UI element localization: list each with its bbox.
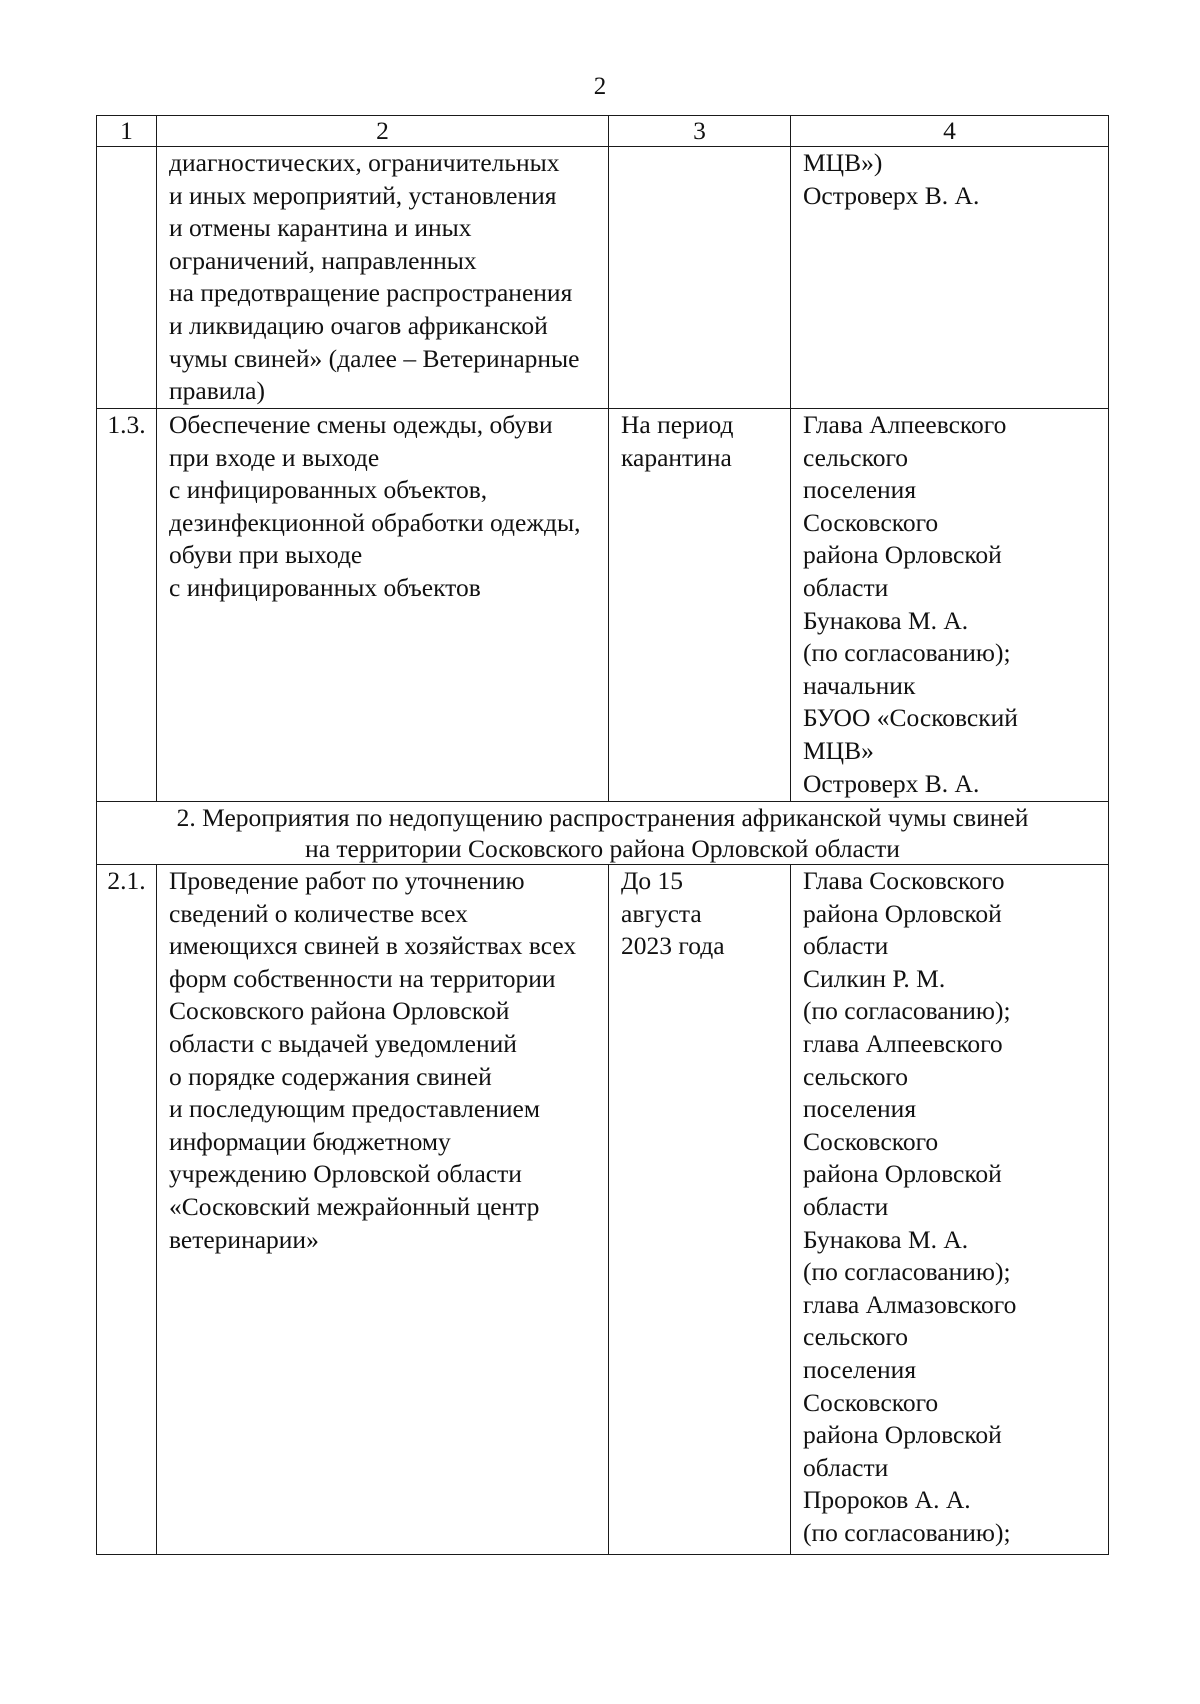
section-heading-line: на территории Сосковского района Орловской области xyxy=(305,834,900,863)
text-line: Глава Алпеевского xyxy=(803,410,1007,439)
text-line: сельского xyxy=(803,1061,909,1091)
text-line: района Орловской xyxy=(803,898,1002,928)
text-line: правила) xyxy=(169,376,265,406)
text-line: о порядке содержания свиней xyxy=(169,1061,492,1091)
text-line: чумы свиней» (далее – Ветеринарные xyxy=(169,343,580,373)
text-line: глава Алпеевского xyxy=(803,1028,1003,1058)
text-line: форм собственности на территории xyxy=(169,963,556,993)
text-line: 2023 года xyxy=(621,931,725,961)
table-header-row xyxy=(97,116,1109,147)
text-line: и последующим предоставлением xyxy=(169,1094,540,1124)
text-line: поселения xyxy=(803,1354,917,1384)
text-line: области xyxy=(803,1191,889,1221)
header-col-3: 3 xyxy=(609,116,791,147)
header-col-1: 1 xyxy=(97,116,157,147)
table-row-2-1 xyxy=(97,865,1109,1555)
text-line: Сосковского xyxy=(803,1126,939,1156)
text-line: Проведение работ по уточнению xyxy=(169,866,525,895)
text-line: (по согласованию); xyxy=(803,996,1011,1026)
text-line: Островерх В. А. xyxy=(803,180,980,210)
section-heading-cell xyxy=(97,802,1109,865)
text-line: и отмены карантина и иных xyxy=(169,213,472,243)
table-row-continuation xyxy=(97,147,1109,409)
deadline-cell xyxy=(609,409,791,802)
deadline-cell xyxy=(609,865,791,1555)
text-line: сельского xyxy=(803,1322,909,1352)
text-line: БУОО «Сосковский xyxy=(803,703,1018,733)
header-col-4: 4 xyxy=(791,116,1109,147)
text-line: района Орловской xyxy=(803,1420,1002,1450)
text-line: с инфицированных объектов, xyxy=(169,475,488,505)
text-line: августа xyxy=(621,898,702,928)
text-line: Островерх В. А. xyxy=(803,768,980,798)
responsible-cell xyxy=(791,147,1109,409)
responsible-cell xyxy=(791,409,1109,802)
text-line: На период xyxy=(621,410,734,439)
text-line: поселения xyxy=(803,475,917,505)
section-heading-row xyxy=(97,802,1109,865)
text-line: МЦВ» xyxy=(803,735,874,765)
text-line: (по согласованию); xyxy=(803,1517,1011,1547)
text-line: Бунакова М. А. xyxy=(803,605,969,635)
text-line: ветеринарии» xyxy=(169,1224,319,1254)
section-heading-line: 2. Мероприятия по недопущению распространения африканской чумы свиней xyxy=(176,803,1029,832)
header-col-2: 2 xyxy=(157,116,609,147)
text-line: учреждению Орловской области xyxy=(169,1159,522,1189)
text-line: (по согласованию); xyxy=(803,638,1011,668)
table-row-1-3 xyxy=(97,409,1109,802)
text-line: информации бюджетному xyxy=(169,1126,451,1156)
text-line: До 15 xyxy=(621,866,684,895)
row-number-cell: 2.1. xyxy=(97,865,157,1555)
text-line: дезинфекционной обработки одежды, xyxy=(169,507,581,537)
text-line: имеющихся свиней в хозяйствах всех xyxy=(169,931,577,961)
text-line: сельского xyxy=(803,442,909,472)
text-line: обуви при выходе xyxy=(169,540,363,570)
text-line: (по согласованию); xyxy=(803,1257,1011,1287)
text-line: и иных мероприятий, установления xyxy=(169,180,557,210)
text-line: Глава Сосковского xyxy=(803,866,1005,895)
measure-description-cell xyxy=(157,865,609,1555)
page-number: 2 xyxy=(593,73,607,100)
row-number-cell xyxy=(97,147,157,409)
text-line: поселения xyxy=(803,1094,917,1124)
text-line: на предотвращение распространения xyxy=(169,278,573,308)
text-line: диагностических, ограничительных xyxy=(169,148,560,177)
text-line: области с выдачей уведомлений xyxy=(169,1028,517,1058)
text-line: области xyxy=(803,931,889,961)
text-line: Сосковского xyxy=(803,507,939,537)
text-line: Силкин Р. М. xyxy=(803,963,946,993)
text-line: Сосковского xyxy=(803,1387,939,1417)
text-line: Бунакова М. А. xyxy=(803,1224,969,1254)
deadline-cell xyxy=(609,147,791,409)
text-line: ограничений, направленных xyxy=(169,245,477,275)
text-line: Сосковского района Орловской xyxy=(169,996,510,1026)
measure-description-cell xyxy=(157,409,609,802)
text-line: МЦВ») xyxy=(803,148,883,177)
text-line: и ликвидацию очагов африканской xyxy=(169,310,548,340)
text-line: Обеспечение смены одежды, обуви xyxy=(169,410,553,439)
text-line: при входе и выходе xyxy=(169,442,380,472)
text-line: карантина xyxy=(621,442,732,472)
row-number-cell: 1.3. xyxy=(97,409,157,802)
text-line: сведений о количестве всех xyxy=(169,898,468,928)
text-line: области xyxy=(803,572,889,602)
measure-description-cell xyxy=(157,147,609,409)
text-line: области xyxy=(803,1452,889,1482)
text-line: Пророков А. А. xyxy=(803,1485,971,1515)
text-line: «Сосковский межрайонный центр xyxy=(169,1191,540,1221)
text-line: начальник xyxy=(803,670,916,700)
text-line: глава Алмазовского xyxy=(803,1289,1017,1319)
text-line: района Орловской xyxy=(803,1159,1002,1189)
text-line: с инфицированных объектов xyxy=(169,572,481,602)
responsible-cell xyxy=(791,865,1109,1555)
measures-table xyxy=(96,115,1109,1555)
text-line: района Орловской xyxy=(803,540,1002,570)
